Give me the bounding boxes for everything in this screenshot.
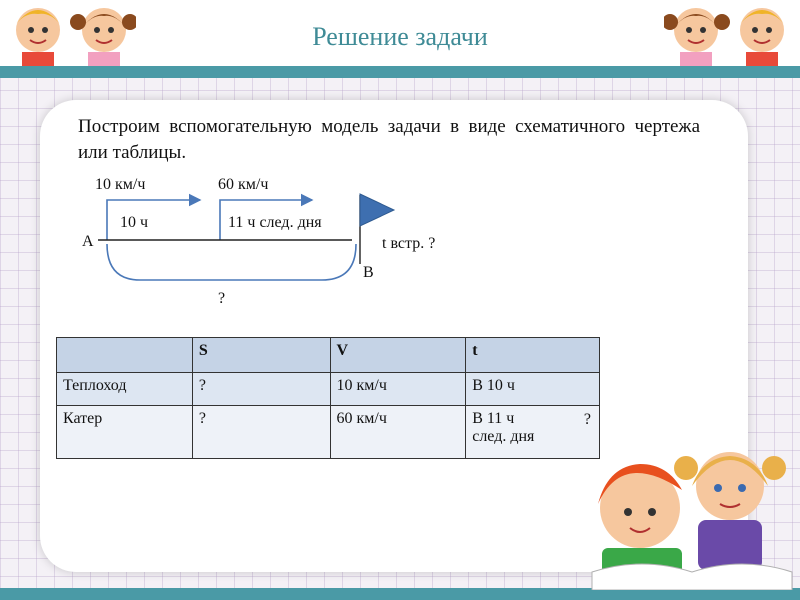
task-paragraph: Построим вспомогательную модель задачи в виде схематичного чертежа или таблицы. xyxy=(78,116,700,163)
row-t-cell xyxy=(466,406,600,459)
table-header-row xyxy=(57,338,600,373)
data-table xyxy=(56,337,600,459)
reading-kids-illustration xyxy=(582,440,794,590)
row-t-value: В 11 ч xyxy=(472,410,515,427)
row-t-second-line: след. дня xyxy=(472,428,535,445)
row-v-cell: 10 км/ч xyxy=(330,373,466,406)
table-row xyxy=(57,373,600,406)
table-header-cell: t xyxy=(466,338,600,373)
speed-label-1: 10 км/ч xyxy=(95,176,146,193)
distance-arc xyxy=(107,244,356,280)
meet-time-label: t встр. ? xyxy=(382,235,436,252)
table-row xyxy=(57,406,600,459)
row-s-cell: ? xyxy=(192,373,330,406)
row-name-cell: Теплоход xyxy=(57,373,193,406)
point-a-label: А xyxy=(82,233,94,250)
page-title: Решение задачи xyxy=(312,22,488,51)
time-label-2: 11 ч след. дня xyxy=(228,214,322,231)
table-header-cell: V xyxy=(330,338,466,373)
point-b-label: В xyxy=(363,264,374,281)
table-header-cell: S xyxy=(192,338,330,373)
distance-question-label: ? xyxy=(218,290,226,307)
meet-time-question: ? xyxy=(583,411,591,428)
row-t-cell: В 10 ч xyxy=(466,373,600,406)
row-v-cell: 60 км/ч xyxy=(330,406,466,459)
row-name-cell: Катер xyxy=(57,406,193,459)
time-label-1: 10 ч xyxy=(120,214,149,231)
row-s-cell: ? xyxy=(192,406,330,459)
speed-label-2: 60 км/ч xyxy=(218,176,269,193)
table-header-cell xyxy=(57,338,193,373)
flag-icon xyxy=(360,194,394,226)
